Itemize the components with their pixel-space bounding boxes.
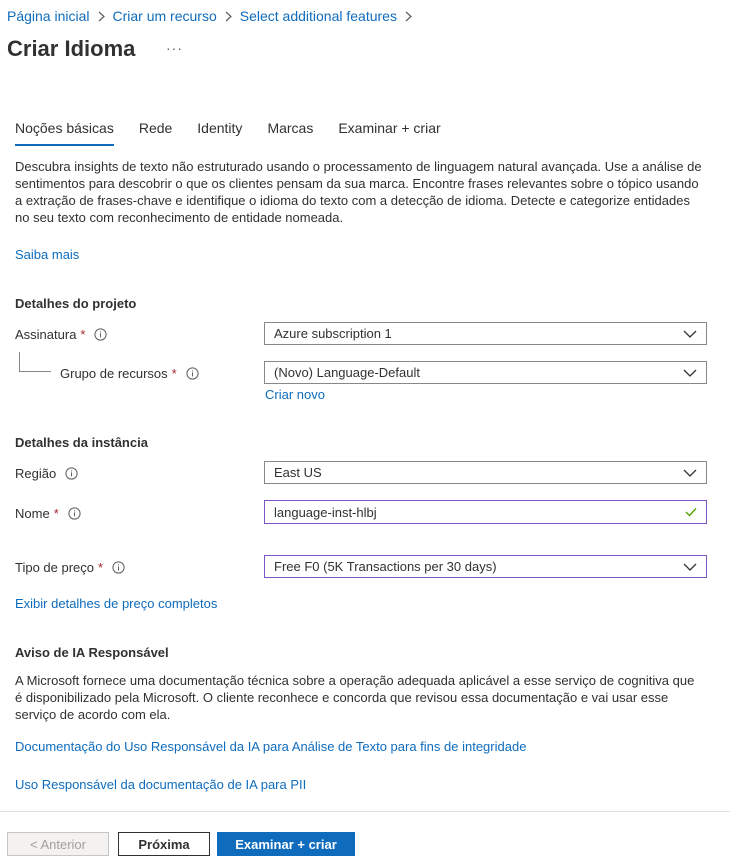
subscription-label-text: Assinatura — [15, 327, 77, 342]
required-marker: * — [53, 506, 59, 521]
tab-review-create[interactable]: Examinar + criar — [338, 120, 441, 136]
tab-network[interactable]: Rede — [138, 120, 173, 136]
name-input-value: language-inst-hlbj — [274, 504, 377, 520]
chevron-down-icon — [683, 365, 697, 380]
region-value: East US — [274, 465, 322, 480]
tab-bar — [15, 120, 466, 146]
tab-tags[interactable]: Marcas — [267, 120, 314, 136]
chevron-down-icon — [683, 559, 697, 574]
tree-connector — [19, 352, 51, 372]
project-details-heading: Detalhes do projeto — [15, 296, 137, 311]
breadcrumb-home[interactable]: Página inicial — [7, 8, 90, 24]
review-create-button[interactable]: Examinar + criar — [217, 832, 355, 856]
footer-divider — [0, 811, 730, 812]
info-icon[interactable] — [65, 467, 78, 480]
required-marker: * — [171, 366, 177, 381]
tab-identity[interactable]: Identity — [197, 120, 243, 136]
responsible-ai-pii-link[interactable]: Uso Responsável da documentação de IA para PII — [15, 777, 307, 792]
info-icon[interactable] — [186, 367, 199, 380]
responsible-ai-text-analytics-link[interactable]: Documentação do Uso Responsável da IA para Análise de Texto para fins de integridade — [15, 739, 527, 754]
subscription-label — [15, 327, 107, 342]
subscription-select[interactable] — [264, 322, 707, 345]
chevron-down-icon — [683, 326, 697, 341]
intro-description: Descubra insights de texto não estruturado usando o processamento de linguagem natural avançada. Use a análise de sentimentos para descobrir o que os clientes pensam da sua marca. Encontre frases relevantes sobre o tópico usando a extração de frases-chave e identifique o idioma do texto com a detecção de idioma. Detecte e categorize entidades no seu texto com reconhecimento de entidade nomeada. — [15, 159, 702, 225]
previous-button[interactable]: < Anterior — [7, 832, 109, 856]
name-input[interactable] — [264, 500, 707, 524]
chevron-right-icon — [225, 11, 232, 22]
chevron-down-icon — [683, 465, 697, 480]
learn-more-link[interactable]: Saiba mais — [15, 247, 80, 262]
responsible-ai-text: A Microsoft fornece uma documentação técnica sobre a operação adequada aplicável a esse serviço de cognitiva que é disponibilizado pela Microsoft. O cliente reconhece e concorda que revisou essa documentação e vai usar esse serviço de acordo com ela. — [15, 673, 695, 722]
required-marker: * — [80, 327, 86, 342]
pricing-tier-select[interactable] — [264, 555, 707, 578]
resource-group-label-text: Grupo de recursos — [60, 366, 168, 381]
instance-details-heading: Detalhes da instância — [15, 435, 148, 450]
pricing-details-link[interactable]: Exibir detalhes de preço completos — [15, 596, 218, 611]
chevron-right-icon — [98, 11, 105, 22]
tab-basics[interactable]: Noções básicas — [15, 120, 114, 146]
subscription-value: Azure subscription 1 — [274, 326, 392, 341]
chevron-right-icon — [405, 11, 412, 22]
create-new-link[interactable]: Criar novo — [265, 387, 325, 402]
next-button[interactable]: Próxima — [118, 832, 210, 856]
breadcrumb-additional-features[interactable]: Select additional features — [239, 8, 397, 24]
pricing-tier-label-text: Tipo de preço — [15, 560, 95, 575]
region-select[interactable] — [264, 461, 707, 484]
info-icon[interactable] — [112, 561, 125, 574]
checkmark-icon — [685, 505, 697, 520]
name-label-text: Nome — [15, 506, 50, 521]
responsible-ai-heading: Aviso de IA Responsável — [15, 645, 169, 660]
resource-group-label — [60, 366, 199, 381]
breadcrumb — [7, 7, 420, 25]
page-title: Criar Idioma — [7, 36, 136, 61]
required-marker: * — [98, 560, 104, 575]
info-icon[interactable] — [94, 328, 107, 341]
pricing-tier-value: Free F0 (5K Transactions per 30 days) — [274, 559, 497, 574]
resource-group-value: (Novo) Language-Default — [274, 365, 420, 380]
info-icon[interactable] — [68, 507, 81, 520]
name-label — [15, 506, 81, 521]
region-label — [15, 466, 78, 481]
resource-group-select[interactable] — [264, 361, 707, 384]
more-options-icon[interactable]: ··· — [166, 40, 183, 56]
region-label-text: Região — [15, 466, 57, 481]
breadcrumb-create-resource[interactable]: Criar um recurso — [112, 8, 217, 24]
pricing-tier-label — [15, 560, 125, 575]
